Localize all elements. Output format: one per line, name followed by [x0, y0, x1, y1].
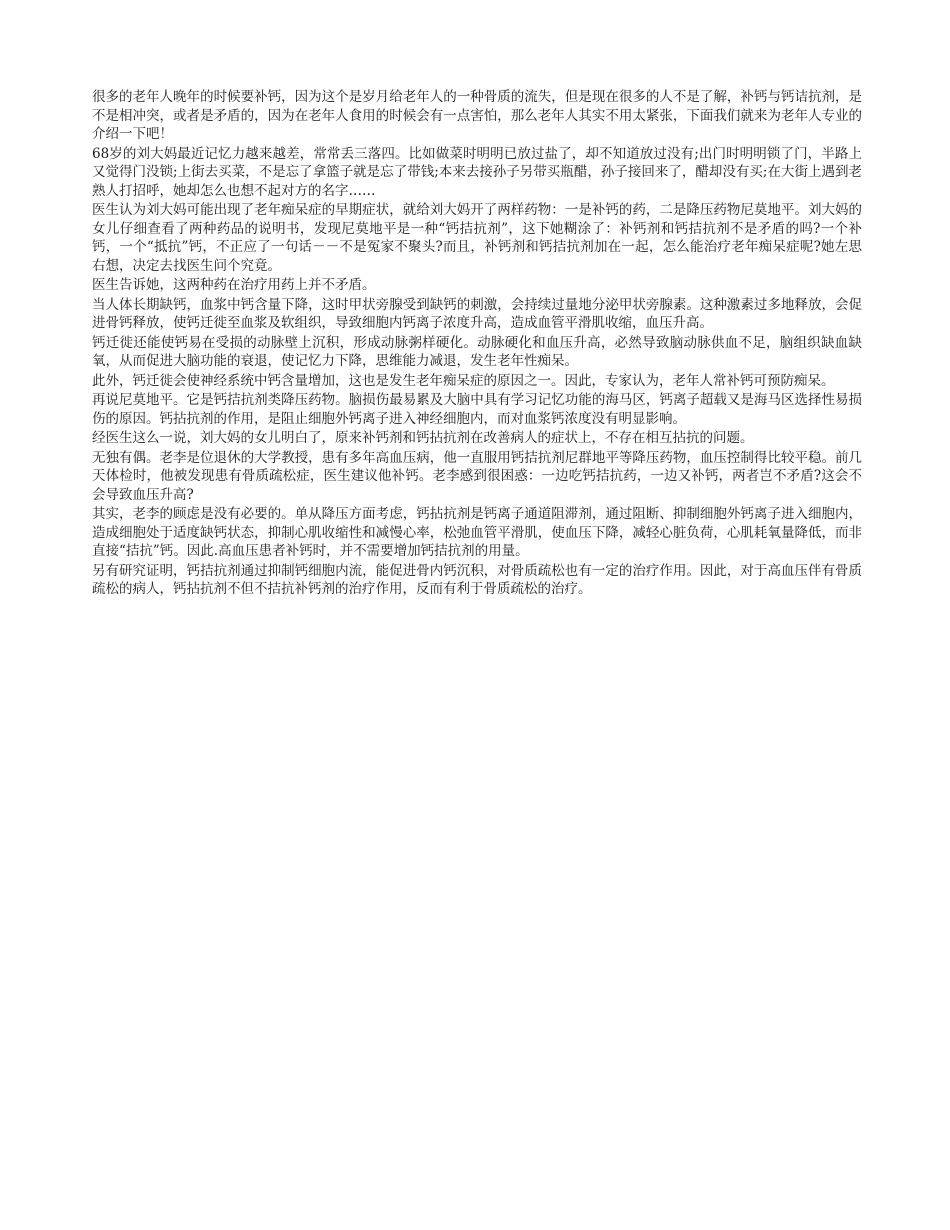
paragraph-diagnosis: 医生认为刘大妈可能出现了老年痴呆症的早期症状，就给刘大妈开了两样药物：一是补钙的药，二是降压药物尼莫地平。刘大妈的女儿仔细查看了两种药品的说明书，发现尼莫地平是一种“钙拮抗剂”，这下她糊涂了：补钙剂和钙拮抗剂不是矛盾的吗?一个补钙，一个“抵抗”钙，不正应了一句话－－不是冤家不聚头?而且，补钙剂和钙拮抗剂加在一起，怎么能治疗老年痴呆症呢?她左思右想，决定去找医生问个究竟。	[92, 202, 862, 274]
paragraph-intro: 很多的老年人晚年的时候要补钙，因为这个是岁月给老年人的一种骨质的流失，但是现在很多的人不是了解，补钙与钙诘抗剂，是不是相冲突，或者是矛盾的，因为在老年人食用的时候会有一点害怕，那么老年人其实不用太紧张，下面我们就来为老年人专业的介绍一下吧！	[92, 89, 862, 142]
paragraph-doctor-answer: 医生告诉她，这两种药在治疗用药上并不矛盾。	[92, 277, 376, 293]
paragraph-explanation: 其实，老李的顾虑是没有必要的。单从降压方面考虑，钙拈抗剂是钙离子通道阻滞剂，通过阻断、抑制细胞外钙离子进入细胞内，造成细胞处于适度缺钙状态，抑制心肌收缩性和减慢心率，松弛血管平滑肌，使血压下降，减轻心脏负荷，心肌耗氧量降低，而非直接“拮抗”钙。因此.高血压患者补钙时，并不需要增加钙拮抗剂的用量。	[92, 506, 862, 559]
paragraph-case-liu: 68岁的刘大妈最近记忆力越来越差，常常丢三落四。比如做菜时明明已放过盐了，却不知道放过没有;出门时明明锁了门，半路上又觉得门没锁;上街去买菜，不是忘了拿篮子就是忘了带钱;本来去接孙子另带买瓶醋，孙子接回来了，醋却没有买;在大街上遇到老熟人打招呼，她却怎么也想不起对方的名字……	[92, 145, 862, 199]
paragraph-arteriosclerosis: 钙迁徙还能使钙易在受损的动脉壁上沉积，形成动脉粥样硬化。动脉硬化和血压升高，必然导致脑动脉供血不足，脑组织缺血缺氧，从而促进大脑功能的衰退，使记忆力下降，思维能力减退，发生老年性痴呆。	[92, 334, 862, 369]
paragraph-case-li: 无独有偶。老李是位退休的大学教授，患有多年高血压病，他一直服用钙拮抗剂尼群地平等降压药物，血压控制得比较平稳。前几天体检时，他被发现患有骨质疏松症，医生建议他补钙。老李感到很困惑：一边吃钙拮抗药，一边又补钙，两者岂不矛盾?这会不会导致血压升高?	[92, 449, 862, 503]
article-body	[92, 88, 862, 599]
paragraph-nervous-system: 此外，钙迁徙会使神经系统中钙含量增加，这也是发生老年痴呆症的原因之一。因此，专家认为，老年人常补钙可预防痴呆。	[92, 372, 835, 389]
paragraph-calcium-deficiency: 当人体长期缺钙，血浆中钙含量下降，这时甲状旁腺受到缺钙的刺激，会持续过量地分泌甲状旁腺素。这种激素过多地释放，会促进骨钙释放，使钙迁徙至血浆及软组织，导致细胞内钙离子浓度升高，造成血管平滑肌收缩，血压升高。	[92, 296, 862, 331]
paragraph-nimodipine: 再说尼莫地平。它是钙拮抗剂类降压药物。脑损伤最易累及大脑中具有学习记忆功能的海马区，钙离子超载又是海马区选择性易损伤的原因。钙拈抗剂的作用，是阻止细胞外钙离子进入神经细胞内，而对血浆钙浓度没有明显影响。	[92, 392, 862, 427]
paragraph-understanding: 经医生这么一说，刘大妈的女儿明白了，原来补钙剂和钙拈抗剂在改善病人的症状上，不存在相互拈抗的问题。	[92, 430, 754, 446]
paragraph-research: 另有研究证明，钙拮抗剂通过抑制钙细胞内流，能促进骨内钙沉积，对骨质疏松也有一定的治疗作用。因此，对于高血压伴有骨质疏松的病人，钙拈抗剂不但不拮抗补钙剂的治疗作用，反而有利于骨质疏松的治疗。	[92, 562, 862, 597]
